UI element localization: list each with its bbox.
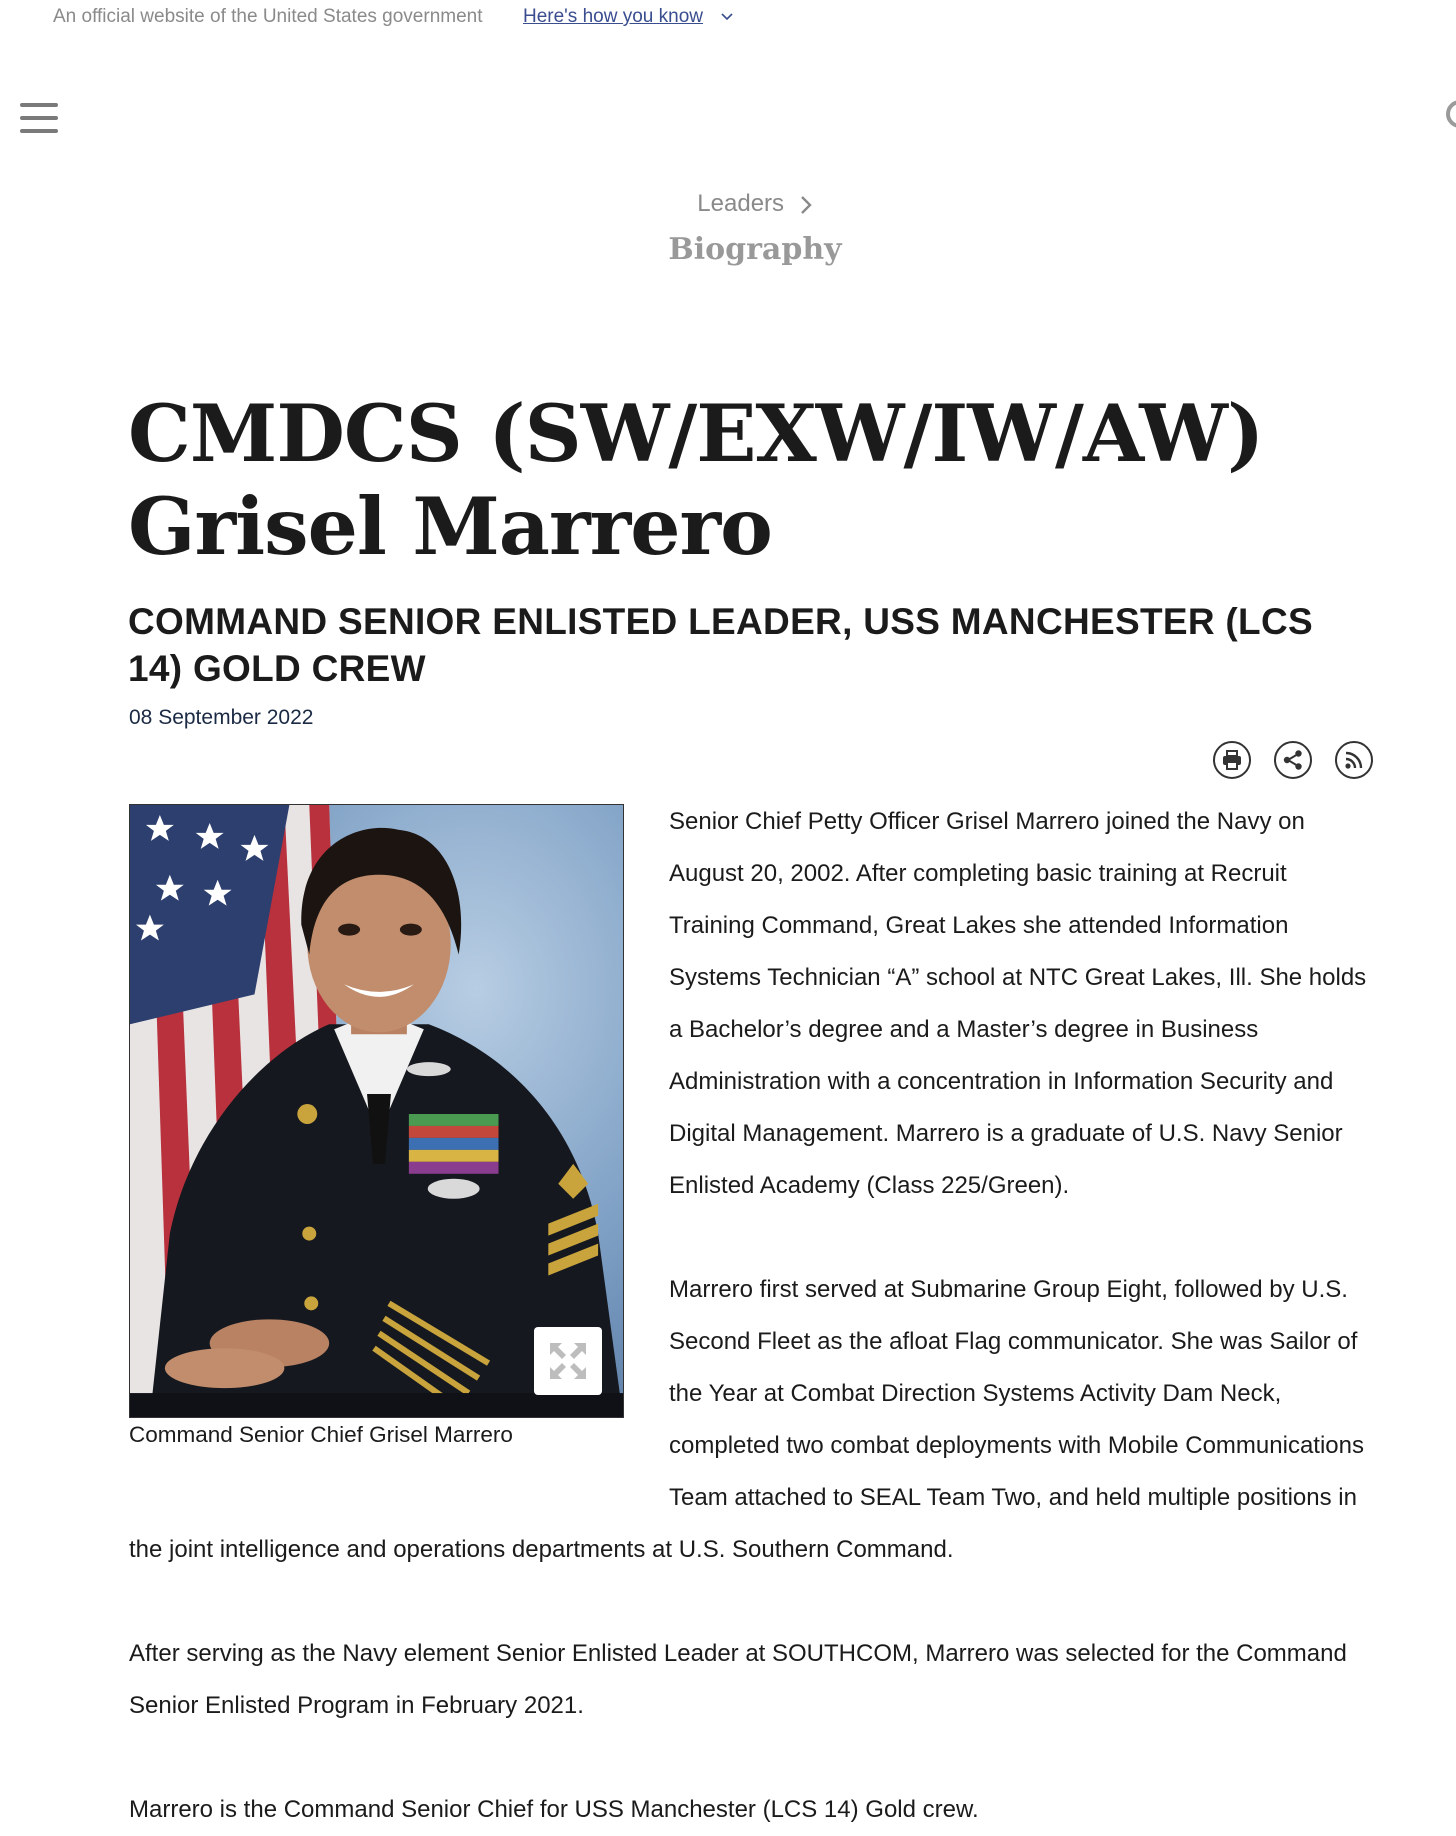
portrait-image[interactable] [129, 804, 624, 1418]
hamburger-menu-icon[interactable] [20, 103, 60, 139]
breadcrumb [0, 190, 1456, 218]
paragraph1-line: Digital Management. Marrero is a graduate of U.S. Navy Senior [669, 1120, 1343, 1147]
publish-date: 08 September 2022 [129, 706, 314, 729]
portrait-photo [130, 805, 623, 1417]
paragraph1-line: Senior Chief Petty Officer Grisel Marrero joined the Navy on [669, 808, 1305, 835]
paragraph2-line: completed two combat deployments with Mobile Communications [669, 1432, 1364, 1459]
paragraph4: Marrero is the Command Senior Chief for USS Manchester (LCS 14) Gold crew. [129, 1796, 979, 1823]
breadcrumb-leaders-link[interactable]: Leaders [697, 190, 785, 217]
page-title-line2: Grisel Marrero [128, 480, 772, 573]
paragraph2-line: Marrero first served at Submarine Group Eight, followed by U.S. [669, 1276, 1348, 1303]
gov-banner [0, 0, 1456, 34]
paragraph3-line: After serving as the Navy element Senior Enlisted Leader at SOUTHCOM, Marrero was selected for the Command [129, 1640, 1347, 1667]
paragraph1-line: Enlisted Academy (Class 225/Green). [669, 1172, 1070, 1199]
paragraph1-line: August 20, 2002. After completing basic training at Recruit [669, 860, 1287, 887]
print-icon[interactable] [1213, 741, 1251, 779]
paragraph2-line: the Year at Combat Direction Systems Activity Dam Neck, [669, 1380, 1282, 1407]
page-title-line1: CMDCS (SW/EXW/IW/AW) [128, 387, 1264, 480]
chevron-down-icon[interactable] [720, 10, 734, 24]
image-caption: Command Senior Chief Grisel Marrero [129, 1422, 513, 1447]
paragraph2-line: Team attached to SEAL Team Two, and held multiple positions in [669, 1484, 1357, 1511]
section-title: Biography [668, 232, 842, 267]
paragraph1-line: a Bachelor’s degree and a Master’s degree in Business [669, 1016, 1259, 1043]
expand-image-button[interactable] [534, 1327, 602, 1395]
page-title [128, 387, 1388, 573]
paragraph3-line: Senior Enlisted Program in February 2021. [129, 1692, 584, 1719]
subtitle-line2: 14) GOLD CREW [128, 648, 426, 689]
paragraph2-line: Second Fleet as the afloat Flag communicator. She was Sailor of [669, 1328, 1358, 1355]
subtitle-line1: COMMAND SENIOR ENLISTED LEADER, USS MANCHESTER (LCS [128, 601, 1313, 642]
share-icon[interactable] [1274, 741, 1312, 779]
paragraph1-line: Systems Technician “A” school at NTC Great Lakes, Ill. She holds [669, 964, 1367, 991]
paragraph1-line: Administration with a concentration in Information Security and [669, 1068, 1334, 1095]
paragraph2-line: the joint intelligence and operations departments at U.S. Southern Command. [129, 1536, 954, 1563]
official-site-text: An official website of the United States government [53, 6, 483, 27]
rss-icon[interactable] [1335, 741, 1373, 779]
expand-icon [548, 1341, 588, 1381]
paragraph1-line: Training Command, Great Lakes she attended Information [669, 912, 1289, 939]
how-you-know-link[interactable]: Here's how you know [523, 6, 703, 27]
search-icon[interactable] [1446, 100, 1456, 128]
chevron-right-icon [799, 194, 813, 216]
page-subtitle [128, 598, 1368, 692]
